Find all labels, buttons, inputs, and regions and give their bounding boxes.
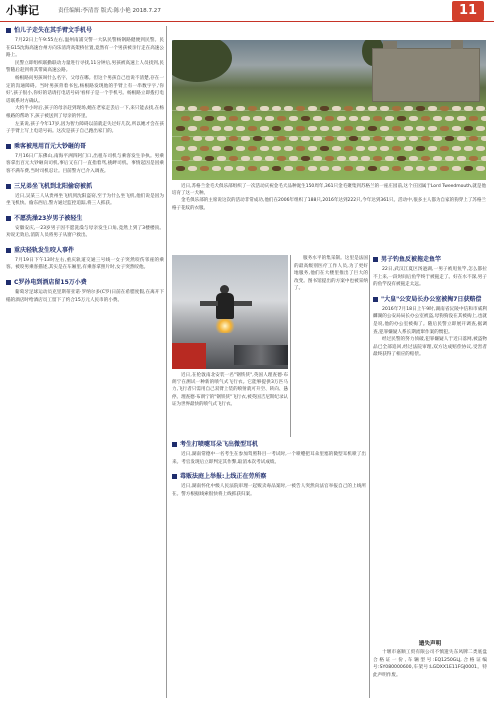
page-number-badge: 11 — [452, 1, 484, 21]
tree-shape — [172, 40, 232, 82]
dog-shape — [428, 106, 437, 111]
dog-shape — [373, 156, 382, 161]
square-bullet-icon — [172, 474, 177, 479]
dog-shape — [277, 116, 286, 121]
news-article — [373, 295, 487, 359]
dog-shape — [217, 136, 226, 141]
dog-shape — [349, 116, 358, 121]
dog-shape — [464, 106, 473, 111]
dog-shape — [308, 146, 317, 151]
dog-shape — [325, 136, 334, 141]
dog-shape — [296, 126, 305, 131]
dog-shape — [469, 136, 478, 141]
headline-text: "大皇"公安局长办公室被掏7日获赔偿 — [381, 295, 482, 303]
dog-shape — [200, 166, 209, 171]
dog-shape — [440, 166, 449, 171]
dog-shape — [248, 166, 257, 171]
dog-shape — [368, 146, 377, 151]
article-paragraph: 葡萄牙足球运动员克里斯蒂亚诺·罗纳尔多(C罗)日前在希腊度假,在离开下榻的酒店时给酒店员工留下了约合15万元人民币的小费。 — [6, 290, 164, 303]
dog-shape — [212, 106, 221, 111]
dog-shape — [385, 156, 394, 161]
dog-shape — [272, 106, 281, 111]
dog-shape — [224, 166, 233, 171]
dog-shape — [224, 126, 233, 131]
dog-shape — [325, 116, 334, 121]
dog-shape — [469, 116, 478, 121]
headline-text: 不愿洗澡23岁男子被轻生 — [14, 214, 83, 222]
pilot-body-shape — [216, 293, 234, 319]
news-article — [172, 440, 366, 466]
golden-retriever-gathering-photo — [172, 40, 486, 180]
dog-shape — [445, 156, 454, 161]
dog-shape — [205, 156, 214, 161]
headline-text: 怕儿子走失在其手臂文手机号 — [14, 27, 93, 34]
dog-shape — [320, 146, 329, 151]
dog-shape — [313, 136, 322, 141]
news-article — [6, 26, 164, 136]
news-article — [373, 255, 487, 289]
dog-shape — [205, 136, 214, 141]
dog-shape — [421, 136, 430, 141]
jet-suit-flight-photo — [172, 255, 288, 369]
news-article — [6, 142, 164, 176]
dog-shape — [248, 106, 257, 111]
dog-shape — [392, 106, 401, 111]
article-paragraph: 杨根路问男孩叫什么名字、父母在哪。但这个男孩自己也说不清楚,存在一定的沟通障碍。当时男孩背着书包,杨根路发现他的手臂上有一串数字字,'你好',孩子很小,你好的话请打电话号码'看样子是一个手机号。杨根路立即拨打电话联系对方确认。 — [6, 75, 164, 104]
article-headline — [6, 26, 164, 35]
news-article — [294, 255, 368, 293]
dog-shape — [481, 136, 486, 141]
dog-shape — [332, 146, 341, 151]
section-title: 小事记 — [6, 4, 39, 17]
dog-shape — [176, 146, 185, 151]
dog-shape — [428, 126, 437, 131]
dog-shape — [404, 126, 413, 131]
dog-shape — [457, 156, 466, 161]
dog-shape — [188, 146, 197, 151]
dog-shape — [433, 116, 442, 121]
dog-shape — [200, 126, 209, 131]
dog-shape — [277, 156, 286, 161]
headline-text: 考生打喷嚏耳朵飞出微型耳机 — [180, 441, 259, 448]
dog-shape — [452, 106, 461, 111]
dog-shape — [356, 106, 365, 111]
dog-shape — [392, 146, 401, 151]
dog-shape — [176, 106, 185, 111]
dog-shape — [337, 136, 346, 141]
dog-shape — [320, 126, 329, 131]
dog-shape — [205, 116, 214, 121]
dog-shape — [481, 156, 486, 161]
headline-text: C罗孙电到酒店留15万小费 — [14, 279, 87, 287]
dog-shape — [296, 166, 305, 171]
dog-shape — [469, 156, 478, 161]
dog-shape — [404, 166, 413, 171]
article-paragraph: 服务水平的集采制。这里是法国的最高级别医疗工作人员,为了更好地服务,他们在大楼里推出了巨大的改变。图书馆提出的方案中也被采纳了。 — [294, 256, 368, 292]
article-paragraph: 7月16日广东佛山,南海平洲四阿门口,出租车司机与乘客发生争执。男乘客拿出百元大钞砸向司机,事后又在门一直指着骂,挑衅司机。事情起因是因乘客不满车费,当时司机忍让。目前警方已介入调查。 — [6, 153, 164, 174]
dog-shape — [272, 146, 281, 151]
square-bullet-icon — [6, 144, 11, 149]
news-column-left — [6, 26, 164, 698]
dog-shape — [320, 106, 329, 111]
dog-shape — [313, 116, 322, 121]
news-article — [6, 214, 164, 240]
dog-shape — [332, 126, 341, 131]
square-bullet-icon — [6, 216, 11, 221]
article-headline — [6, 278, 164, 287]
dog-shape — [464, 166, 473, 171]
article-headline — [373, 295, 487, 304]
dog-shape — [380, 126, 389, 131]
dog-shape — [416, 106, 425, 111]
dog-shape — [332, 166, 341, 171]
dog-shape — [241, 116, 250, 121]
article-paragraph: 经过民警的努力侦破,犯罪嫌疑人于近日落网,被盗物品已全部追回,经过法院审理,双方达成赔偿协议,受害者最终获得了相应的赔偿。 — [373, 337, 487, 358]
dog-shape — [337, 156, 346, 161]
article-headline — [172, 472, 366, 481]
dog-shape — [272, 126, 281, 131]
dog-shape — [308, 126, 317, 131]
dog-shape — [337, 116, 346, 121]
dog-shape — [284, 126, 293, 131]
dog-shape — [181, 116, 190, 121]
dog-shape — [380, 146, 389, 151]
dog-shape — [325, 156, 334, 161]
crowd-shape — [234, 345, 288, 365]
dog-shape — [332, 106, 341, 111]
headline-text: 男子钓鱼反被拖走鱼竿 — [381, 256, 442, 263]
dog-shape — [457, 136, 466, 141]
dog-shape — [260, 146, 269, 151]
article-paragraph: 近日,湖南怀化中级人民法院审理一起贩卖毒品案时,一被告人突然向法官举报自己的上线所在。警方根据线索很快将上线抓获归案。 — [172, 484, 366, 497]
article-headline — [6, 142, 164, 151]
square-bullet-icon — [6, 184, 11, 189]
dog-shape — [248, 146, 257, 151]
dog-shape — [397, 136, 406, 141]
dog-shape — [313, 156, 322, 161]
dog-shape — [433, 136, 442, 141]
dog-shape — [421, 156, 430, 161]
caption-text: 近日,苏格兰金毛犬俱乐部组织了一次活动庆祝金毛犬品种诞生150周年,361只金毛聚集到苏格兰的一座庄园前,这个庄园属于Lord Tweedmouth,就是他培育了这一犬种。 — [172, 184, 486, 197]
column-divider — [290, 255, 291, 437]
dog-shape — [236, 126, 245, 131]
dog-shape — [236, 106, 245, 111]
dog-shape — [457, 116, 466, 121]
dog-shape — [296, 146, 305, 151]
square-bullet-icon — [6, 280, 11, 285]
dog-shape — [344, 106, 353, 111]
dog-shape — [212, 146, 221, 151]
dog-shape — [356, 146, 365, 151]
dog-shape — [349, 156, 358, 161]
headline-text: 毒贩法庭上举报:上线正在劳所察 — [180, 473, 267, 481]
article-headline — [6, 246, 164, 255]
dog-shape — [404, 106, 413, 111]
dog-shape — [265, 156, 274, 161]
dog-shape — [368, 126, 377, 131]
article-paragraph: 22日,武汉江夏区汤逊湖,一男子被甩鱼竿,怎么都拉不上来,一段时间后鱼竿终于被拖走了。好在水不深,男子的鱼竿没有被拖走太远。 — [373, 267, 487, 288]
notice-text: 十堰市嘉顺工贸有限公司不慎遗失东风牌二类底盘合格证一份,车辆型号:EQ1250GLJ,合格证编号:SY080000600,车架号:LGDXX1E11FGJ0001。特此声明作废。 — [373, 650, 487, 678]
news-article — [6, 278, 164, 304]
dog-shape — [409, 116, 418, 121]
news-column-mid-bottom — [172, 440, 366, 698]
dog-shape — [260, 166, 269, 171]
dog-shape — [212, 166, 221, 171]
dog-shape — [361, 136, 370, 141]
dog-shape — [296, 106, 305, 111]
dog-shape — [373, 116, 382, 121]
caption-text-continued: 金毛俱乐部的主席说这次的活动非常成功,他们在2006年组织了188只,2016年达到222只,今年达到361只。活动中,很多主人都为自家的狗穿上了苏格兰格子花纹的衣服。 — [172, 198, 486, 211]
dog-shape — [308, 106, 317, 111]
dog-shape — [380, 166, 389, 171]
notice-title: 遗失声明 — [418, 641, 442, 647]
dog-shape — [452, 146, 461, 151]
lost-notice — [373, 640, 487, 700]
dog-shape — [373, 136, 382, 141]
dog-shape — [344, 166, 353, 171]
fire-truck-shape — [172, 343, 206, 369]
article-paragraph: 7月19日下午13时左右,重庆轨道交通三号线一女子突然咬伤邻座的乘客。被咬男乘客描述,其实是在车厢里,有乘客拿照片时,女子突然咬他。 — [6, 257, 164, 271]
dog-shape — [253, 136, 262, 141]
dog-shape — [301, 136, 310, 141]
dog-shape — [368, 106, 377, 111]
dog-shape — [277, 136, 286, 141]
dog-shape — [440, 146, 449, 151]
dog-shape — [181, 156, 190, 161]
dog-shape — [224, 106, 233, 111]
dog-shape — [392, 166, 401, 171]
article-paragraph: 近日,吴某三人从贵州坐飞机到沈阳盗窃,至于为什么坐飞机,他们说是因为坐飞机快。偷东西后,警方通过监控追踪,将三人抓获。 — [6, 193, 164, 207]
dog-shape — [404, 146, 413, 151]
dog-shape — [476, 166, 485, 171]
dog-shape — [361, 116, 370, 121]
dog-shape — [433, 156, 442, 161]
article-headline — [373, 255, 487, 264]
dog-shape — [409, 156, 418, 161]
news-article — [172, 472, 366, 498]
dog-shape — [464, 146, 473, 151]
dog-shape — [289, 156, 298, 161]
square-bullet-icon — [6, 248, 11, 253]
dog-shape — [284, 146, 293, 151]
dog-shape — [344, 146, 353, 151]
dog-shape — [481, 116, 486, 121]
dog-shape — [392, 126, 401, 131]
dog-shape — [176, 126, 185, 131]
dog-shape — [452, 166, 461, 171]
jet-arm-shape — [234, 301, 252, 306]
dog-shape — [241, 136, 250, 141]
dog-shape — [284, 106, 293, 111]
dog-shape — [409, 136, 418, 141]
headline-text: 三兄弟坐飞机到北阳偷窃被抓 — [14, 182, 93, 190]
dog-shape — [464, 126, 473, 131]
editor-credits: 责任编辑:李清晋 版式:陈小艳 2018.7.27 — [58, 8, 161, 14]
dog-shape — [416, 146, 425, 151]
square-bullet-icon — [373, 257, 378, 262]
article-paragraph: 民警立即组织联勤联动力量进行寻找,11分钟后,男孩被高速上人员找到,民警随后赶到将其带离高速公路。 — [6, 60, 164, 74]
dog-shape — [452, 126, 461, 131]
column-divider — [166, 26, 167, 698]
article-paragraph: 左某说,孩子今年17岁,因为智力障碍以前就走失过好几次,所以她才会在孩子手臂上写上电话号码。这次是孩子自己跑出家门的。 — [6, 121, 164, 135]
news-article — [6, 246, 164, 272]
dog-shape — [188, 106, 197, 111]
dog-shape — [265, 116, 274, 121]
square-bullet-icon — [373, 297, 378, 302]
article-paragraph: 近日,湖南常德中一名考生在参加驾照科目一考试时,一个喷嚏把耳朵里塞的微型耳机喷了出来。考官发现后立即判定其作弊,取消本次考试成绩。 — [172, 452, 366, 465]
article-paragraph: 大约半小时后,孩子的母亲赶到现场,她在老家走丢后一下,来只能去找,在杨根路的帮助下,孩子被送到了母亲的怀里。 — [6, 106, 164, 119]
dogs-photo-caption — [172, 183, 486, 212]
dog-shape — [361, 156, 370, 161]
dog-shape — [229, 116, 238, 121]
dog-shape — [368, 166, 377, 171]
article-paragraph: 2016年7月18日上午9时,湖南省沅陵中信和市威利麟湖的公安局局长办公室被盗,母狗狗没在其被掏上,也就是说,他的办公室被掏了。随后民警立即展开调查,据调查,犯罪嫌疑人系长期流窜作案的惯犯。 — [373, 306, 487, 335]
dog-shape — [356, 126, 365, 131]
dog-shape — [272, 166, 281, 171]
article-headline — [172, 440, 366, 449]
dog-shape — [229, 136, 238, 141]
dog-shape — [229, 156, 238, 161]
dog-shape — [476, 146, 485, 151]
jet-flame-shape — [214, 319, 236, 333]
dog-shape — [416, 126, 425, 131]
jet-photo-caption: 近日,在伦敦南北安装一名"钢铁侠",英国人理查德·布朗宁在测试一种新的喷气式飞行衣。它能够提供3万匹马力,飞行者只需用自己双臂上装的喷射就可升空、转向、悬停。理查德·布朗宁的"钢铁侠"飞行衣,被英国吉尼斯纪录认证为世界最快的喷气式飞行衣。 — [172, 373, 288, 407]
dog-shape — [260, 106, 269, 111]
dog-shape — [253, 156, 262, 161]
dog-shape — [397, 156, 406, 161]
article-headline — [6, 214, 164, 223]
dog-shape — [289, 116, 298, 121]
dog-shape — [284, 166, 293, 171]
dog-shape — [301, 156, 310, 161]
page-header — [0, 0, 494, 22]
dog-shape — [356, 166, 365, 171]
square-bullet-icon — [6, 28, 11, 33]
dog-shape — [200, 106, 209, 111]
dog-shape — [248, 126, 257, 131]
dog-shape — [301, 116, 310, 121]
dog-shape — [428, 146, 437, 151]
dog-shape — [349, 136, 358, 141]
headline-text: 重庆轻轨发生咬人事件 — [14, 246, 75, 254]
dog-shape — [181, 136, 190, 141]
dog-shape — [253, 116, 262, 121]
dog-shape — [193, 136, 202, 141]
news-article — [6, 182, 164, 208]
dog-shape — [176, 166, 185, 171]
dog-shape — [236, 146, 245, 151]
castle-shape — [372, 48, 480, 102]
column-divider — [369, 255, 370, 698]
news-column-mid-top — [294, 255, 368, 437]
dog-shape — [445, 136, 454, 141]
article-paragraph: 7月22日上午9:55左右,温州南浦交警一大队民警杨钢路健便到民警。民在G15沈海高速台州方向乐清湾高架桥位置,竟然有一个男孩被亲行走在高速公路上。 — [6, 38, 164, 59]
article-paragraph: 安徽安庆,一23岁男子因不愿洗澡与母亲发生口角,竟然上到了3楼楼顶。劝说无效后,消防人员将男子从窗户救出。 — [6, 225, 164, 239]
dog-shape — [476, 126, 485, 131]
news-column-right — [373, 255, 487, 635]
dog-shape — [380, 106, 389, 111]
dog-shape — [236, 166, 245, 171]
headline-text: 乘客被甩用百元大钞砸的哥 — [14, 142, 87, 150]
dog-shape — [289, 136, 298, 141]
dog-shape — [476, 106, 485, 111]
dog-shape — [416, 166, 425, 171]
dog-shape — [193, 156, 202, 161]
dog-shape — [193, 116, 202, 121]
dog-shape — [200, 146, 209, 151]
dog-shape — [344, 126, 353, 131]
dog-shape — [440, 126, 449, 131]
dog-shape — [385, 116, 394, 121]
dog-shape — [428, 166, 437, 171]
dog-shape — [320, 166, 329, 171]
dog-shape — [217, 156, 226, 161]
dog-shape — [241, 156, 250, 161]
article-headline — [6, 182, 164, 191]
dog-shape — [224, 146, 233, 151]
square-bullet-icon — [172, 442, 177, 447]
dog-shape — [260, 126, 269, 131]
dog-shape — [385, 136, 394, 141]
dog-shape — [421, 116, 430, 121]
dog-shape — [397, 116, 406, 121]
dog-shape — [212, 126, 221, 131]
dog-shape — [188, 126, 197, 131]
dog-shape — [440, 106, 449, 111]
dog-shape — [265, 136, 274, 141]
dog-shape — [188, 166, 197, 171]
dog-shape — [308, 166, 317, 171]
dog-shape — [217, 116, 226, 121]
dog-shape — [445, 116, 454, 121]
jet-arm-shape — [200, 301, 218, 306]
